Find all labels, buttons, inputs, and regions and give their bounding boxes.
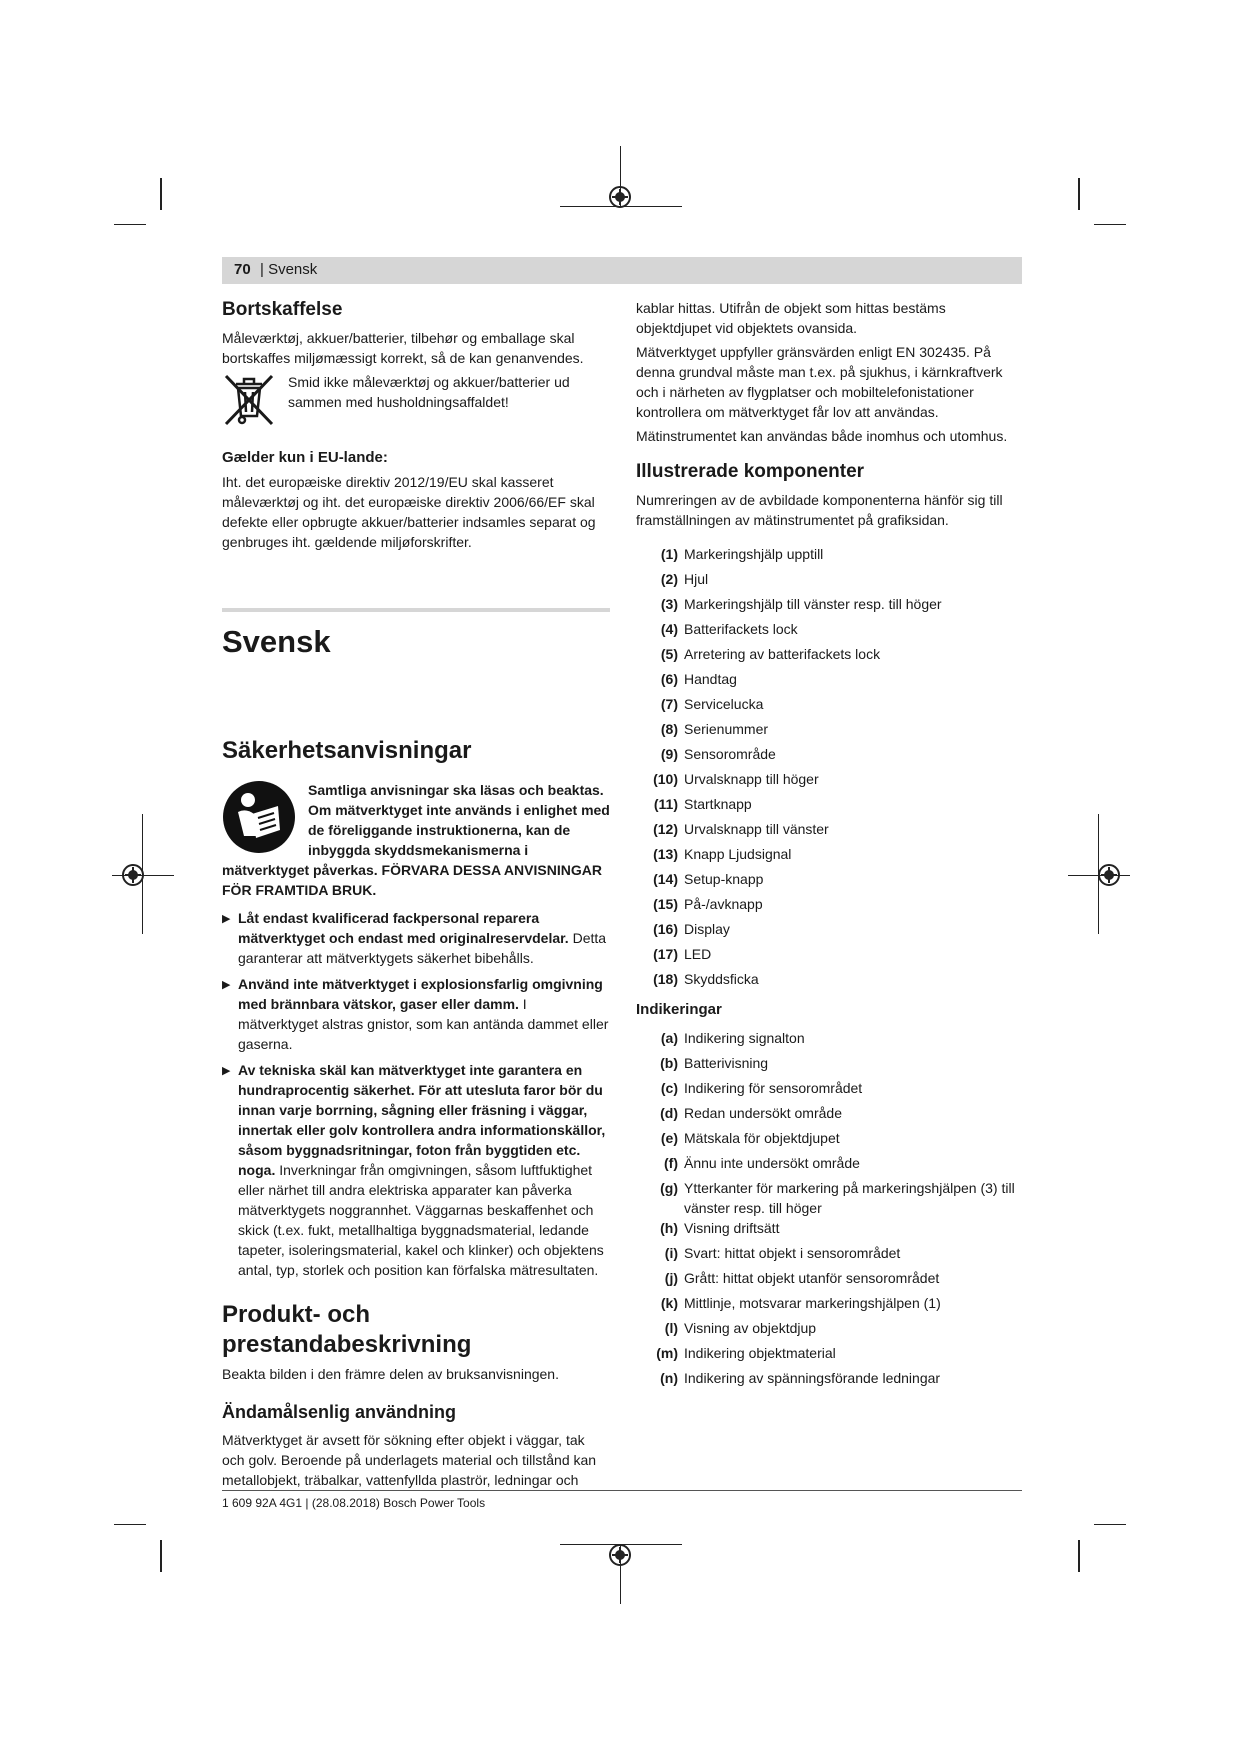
left-column: [222, 298, 610, 1494]
limits-text: Mätverktyget uppfyller gränsvärden enligt EN 302435. På denna grundval måste man t.ex. på sjukhus, i kärnkraftverk och i närheten av flygplatser och mobiltelefonistationer kontrollera om mätverktyget får lov att användas.: [636, 344, 1003, 420]
list-item: (3) Markeringshjälp till vänster resp. till höger: [660, 596, 942, 612]
crop-mark: [160, 178, 162, 210]
weee-text: Smid ikke måleværktøj og akkuer/batterier ud sammen med husholdningsaffaldet!: [288, 374, 570, 410]
list-item: (d) Redan undersökt område: [660, 1105, 842, 1121]
eu-text: Iht. det europæiske direktiv 2012/19/EU skal kasseret måleværktøj og iht. det europæiske direktiv 2006/66/EF skal defekte eller opbrugte akkuer/batterier indsamles separat og genbruges iht. gældende miljøforskrifter.: [222, 474, 596, 550]
usage-heading: Ändamålsenlig användning: [222, 1402, 457, 1422]
page-number: 70: [234, 261, 251, 278]
components-heading: Illustrerade komponenter: [636, 461, 865, 482]
list-item: (8) Serienummer: [660, 721, 769, 737]
chapter-title: Svensk: [222, 624, 331, 659]
list-item: (5) Arretering av batterifackets lock: [660, 646, 881, 662]
list-item: (10) Urvalsknapp till höger: [653, 771, 819, 787]
list-item: (m) Indikering objektmaterial: [656, 1345, 836, 1361]
crop-mark: [1094, 224, 1126, 225]
weee-notice: [222, 372, 610, 428]
registration-mark-icon: [1098, 864, 1120, 886]
list-item: (18) Skyddsficka: [653, 971, 759, 987]
product-heading: Produkt- och prestandabeskrivning: [222, 1301, 472, 1358]
list-item: (9) Sensorområde: [660, 746, 776, 762]
list-item: (h) Visning driftsätt: [660, 1220, 780, 1236]
indicators-list: [636, 1028, 1022, 1393]
list-item: (13) Knapp Ljudsignal: [653, 846, 792, 862]
crop-mark: [1078, 1540, 1080, 1572]
list-item: (7) Servicelucka: [660, 696, 764, 712]
continued-text: kablar hittas. Utifrån de objekt som hittas bestäms objektdjupet vid objektets ovansida.: [636, 300, 946, 336]
components-text: Numreringen av de avbildade komponenterna hänför sig till framställningen av mätinstrumentet på grafiksidan.: [636, 492, 1003, 528]
product-text: Beakta bilden i den främre delen av bruksanvisningen.: [222, 1366, 559, 1382]
crop-mark: [114, 1524, 146, 1525]
crop-mark: [1094, 1524, 1126, 1525]
right-column: [636, 298, 1022, 1393]
chapter-divider: [222, 608, 610, 612]
list-item: (j) Grått: hittat objekt utanför sensorområdet: [664, 1270, 940, 1286]
safety-heading: Säkerhetsanvisningar: [222, 737, 472, 764]
crop-mark: [1078, 178, 1080, 210]
registration-mark-icon: [122, 864, 144, 886]
disposal-text: Måleværktøj, akkuer/batterier, tilbehør og emballage skal bortskaffes miljømæssigt korrekt, så de kan genanvendes.: [222, 330, 584, 366]
list-item: ▶ Använd inte mätverktyget i explosionsfarlig omgivning med brännbara vätskor, gaser eller damm. I mätverktyget alstras gnistor, som kan antända dammet eller gaserna.: [222, 974, 610, 1054]
footer-text: 1 609 92A 4G1 | (28.08.2018) Bosch Power Tools: [222, 1496, 486, 1510]
list-item: ▶ Av tekniska skäl kan mätverktyget inte garantera en hundraprocentig säkerhet. För att utesluta faror bör du innan varje borrning, sågning eller fräsning i väggar, innertak eller golv kontrollera andra informationskällor, såsom byggnadsritningar, foton från byggtiden etc. noga. Inverkningar från omgivningen, såsom luftfuktighet eller närhet till andra elektriska apparater kan påverka mätverktygets noggrannhet. Väggarnas beskaffenhet och skick (t.ex. fukt, metallhaltiga byggnadsmaterial, ledande tapeter, isoleringsmaterial, kakel och klinker) och objektens antal, typ, storlek och position kan förfalska mätresultaten.: [222, 1060, 610, 1280]
list-item: (6) Handtag: [660, 671, 737, 687]
page-header: [222, 257, 1022, 284]
components-list: [636, 544, 1022, 994]
list-item: (15) På-/avknapp: [653, 896, 763, 912]
list-item: (11) Startknapp: [653, 796, 752, 812]
list-item: (1) Markeringshjälp upptill: [660, 546, 824, 562]
crop-mark: [114, 224, 146, 225]
registration-mark-icon: [609, 1544, 631, 1566]
list-item: (14) Setup-knapp: [653, 871, 764, 887]
safety-warning: [222, 780, 610, 900]
list-item: ▶ Låt endast kvalificerad fackpersonal reparera mätverktyget och endast med originalreservdelar. Detta garanterar att mätverktygets säkerhet bibehålls.: [222, 908, 610, 968]
indicators-heading: Indikeringar: [636, 1001, 722, 1018]
header-language: | Svensk: [260, 261, 318, 278]
read-manual-icon: [222, 780, 296, 854]
indoor-text: Mätinstrumentet kan användas både inomhus och utomhus.: [636, 428, 1008, 444]
list-item: (i) Svart: hittat objekt i sensorområdet: [664, 1245, 901, 1261]
list-item: (4) Batterifackets lock: [660, 621, 798, 637]
usage-text: Mätverktyget är avsett för sökning efter objekt i väggar, tak och golv. Beroende på underlagets material och tillstånd kan metallobjekt, träbalkar, vattenfyllda plaströr, ledningar och: [222, 1432, 597, 1488]
list-item: (12) Urvalsknapp till vänster: [653, 821, 829, 837]
registration-mark-icon: [609, 186, 631, 208]
list-item: (a) Indikering signalton: [660, 1030, 805, 1046]
eu-heading: Gælder kun i EU-lande:: [222, 449, 388, 466]
list-item: (e) Mätskala för objektdjupet: [660, 1130, 840, 1146]
disposal-heading: Bortskaffelse: [222, 299, 343, 320]
list-item: (16) Display: [653, 921, 730, 937]
list-item: (g) Ytterkanter för markering på markeringshjälpen (3) till vänster resp. till höger: [660, 1180, 1015, 1216]
safety-intro: Samtliga anvisningar ska läsas och beaktas. Om mätverktyget inte används i enlighet med de föreliggande instruktionerna, kan de inbyggda skyddsmekanismerna i mätverktyget påverkas. FÖRVARA DESSA ANVISNINGAR FÖR FRAMTIDA BRUK.: [222, 782, 610, 898]
list-item: (k) Mittlinje, motsvarar markeringshjälpen (1): [660, 1295, 941, 1311]
footer-divider: [222, 1490, 1022, 1491]
crop-mark: [160, 1540, 162, 1572]
safety-bullets: [222, 908, 610, 1280]
list-item: (f) Ännu inte undersökt område: [664, 1155, 860, 1171]
crossed-out-bin-icon: [222, 372, 276, 428]
list-item: (b) Batterivisning: [660, 1055, 769, 1071]
list-item: (c) Indikering för sensorområdet: [660, 1080, 863, 1096]
list-item: (17) LED: [653, 946, 712, 962]
list-item: (2) Hjul: [660, 571, 709, 587]
list-item: (l) Visning av objektdjup: [664, 1320, 817, 1336]
list-item: (n) Indikering av spänningsförande ledningar: [660, 1370, 941, 1386]
